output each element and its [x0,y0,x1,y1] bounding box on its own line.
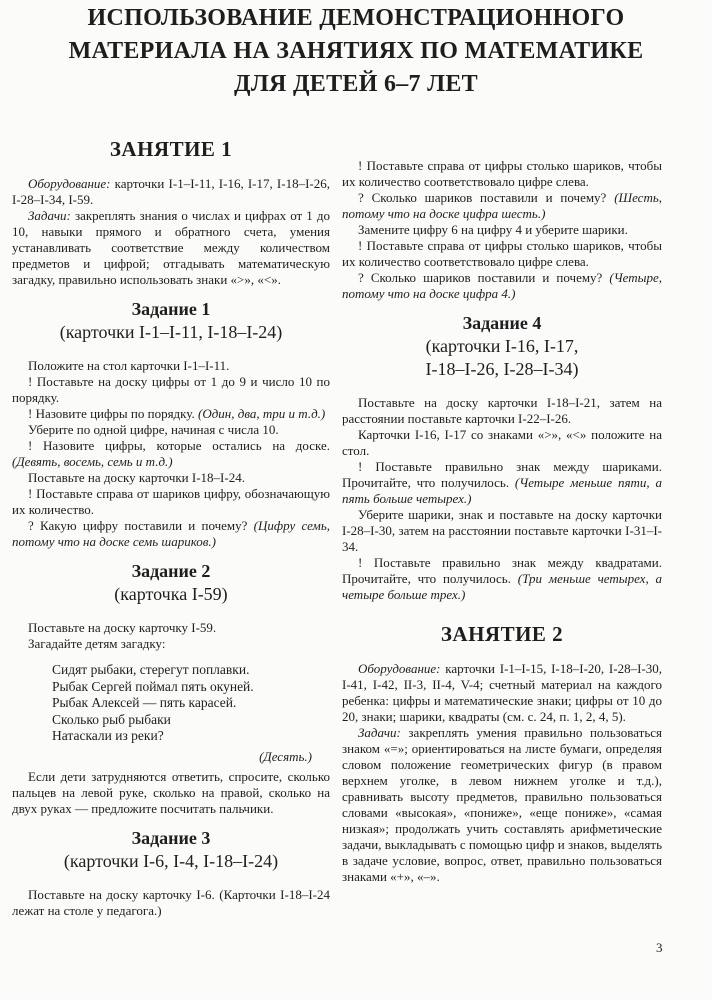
equipment-paragraph: Оборудование: карточки I-1–I-15, I-18–I-20, I-28–I-30, I-41, I-42, II-3, II-4, V-4; счетный материал на каждого ребенка: цифры и математические знаки; цифры от 10 до 20, знаки; шарики, квадраты (см. с. 24, п. 1, 2, 4, 5). [342,661,662,724]
paragraph: ! Поставьте правильно знак между квадратами. Прочитайте, что получилось. (Три меньше четырех, а четыре больше трех.) [342,555,662,602]
task-2-header: Задание 2 (карточка I-59) [114,561,228,604]
equipment-paragraph: Оборудование: карточки I-1–I-11, I-16, I-17, I-18–I-26, I-28–I-34, I-59. [12,176,330,207]
page-title: ИСПОЛЬЗОВАНИЕ ДЕМОНСТРАЦИОННОГО МАТЕРИАЛА НА ЗАНЯТИЯХ ПО МАТЕМАТИКЕ ДЛЯ ДЕТЕЙ 6–7 ЛЕТ [68,5,644,97]
lesson-2-heading: ЗАНЯТИЕ 2 [440,622,564,646]
left-column [12,128,330,919]
paragraph: Если дети затрудняются ответить, спросите, сколько пальцев на левой руке, сколько на правой, сколько на двух руках — предложите посчитать пальчики. [12,768,330,816]
paragraph: ! Поставьте справа от шариков цифру, обозначающую их количество. [12,486,330,517]
poem-line: Рыбак Сергей поймал пять окуней. [52,678,254,694]
paragraph: ! Поставьте на доску цифры от 1 до 9 и число 10 по порядку. [12,374,330,405]
paragraph: ! Назовите цифры, которые остались на доске. (Девять, восемь, семь и т.д.) [12,438,330,469]
paragraph: Загадайте детям загадку: [28,636,166,651]
task-3-header: Задание 3 (карточки I-6, I-4, I-18–I-24) [63,827,279,871]
poem-line: Сколько рыб рыбаки [52,711,171,727]
poem-line: Натаскали из реки? [52,728,164,743]
paragraph: ! Назовите цифры по порядку. (Один, два, три и т.д.) [28,406,326,421]
paragraph: Уберите по одной цифре, начиная с числа 10. [28,422,279,437]
poem-line: Сидят рыбаки, стерегут поплавки. [52,662,250,677]
paragraph: Поставьте на доску карточки I-18–I-24. [28,470,245,485]
paragraph: Поставьте на доску карточку I-6. (Карточки I-18–I-24 лежат на столе у педагога.) [12,886,330,918]
paragraph: ! Поставьте справа от цифры столько шариков, чтобы их количество соответствовало цифре слева. [342,158,662,189]
lesson-1-heading: ЗАНЯТИЕ 1 [109,137,233,161]
right-column [342,158,662,885]
objectives-paragraph: Задачи: закреплять умения правильно пользоваться знаком «=»; ориентироваться на листе бумаги, определяя словом положение геометрических фигур (в правом верхнем уголке, в левом нижнем уголке и т.д.), сравнивать высоту предметов, правильно пользоваться словами «высокая», «пониже», «еще пониже», «самая низкая»; продолжать учить составлять арифметические задачи, выкладывать с помощью цифр и знаков, выделять в задаче условие, вопрос, ответ, правильно пользоваться знаками «+», «–». [342,725,662,884]
objectives-paragraph: Задачи: закреплять знания о числах и цифрах от 1 до 10, навыки прямого и обратного счета, умения устанавливать соответствие между количеством предметов и цифрой; отгадывать математическую загадку, правильно использовать знаки «>», «<». [12,208,330,287]
paragraph: Поставьте на доску карточку I-59. [28,620,217,635]
paragraph: Уберите шарики, знак и поставьте на доску карточки I-28–I-30, затем на расстоянии поставьте карточки I-31–I-34. [342,507,662,554]
paragraph: ? Какую цифру поставили и почему? (Цифру семь, потому что на доске семь шариков.) [12,518,330,549]
paragraph: ? Сколько шариков поставили и почему? (Четыре, потому что на доске цифра 4.) [342,270,662,301]
paragraph: ? Сколько шариков поставили и почему? (Шесть, потому что на доске цифра шесть.) [342,190,662,221]
paragraph: Замените цифру 6 на цифру 4 и уберите шарики. [358,222,628,237]
paragraph: ! Поставьте правильно знак между шариками. Прочитайте, что получилось. (Четыре меньше пяти, а пять больше четырех.) [342,459,662,506]
poem-line: Рыбак Алексей — пять карасей. [52,695,237,710]
task-1-header: Задание 1 (карточки I-1–I-11, I-18–I-24) [59,299,283,342]
paragraph: Поставьте на доску карточки I-18–I-21, затем на расстоянии поставьте карточки I-22–I-26. [342,395,662,426]
page-number: 3 [656,940,663,955]
riddle-poem [52,662,330,745]
paragraph: ! Поставьте справа от цифры столько шариков, чтобы их количество соответствовало цифре слева. [342,238,662,269]
paragraph: Положите на стол карточки I-1–I-11. [28,358,230,373]
task-4-header: Задание 4 (карточки I-16, I-17, I-18–I-26, I-28–I-34) [425,313,579,379]
riddle-answer: (Десять.) [259,748,312,764]
paragraph: Карточки I-16, I-17 со знаками «>», «<» положите на стол. [342,427,662,458]
